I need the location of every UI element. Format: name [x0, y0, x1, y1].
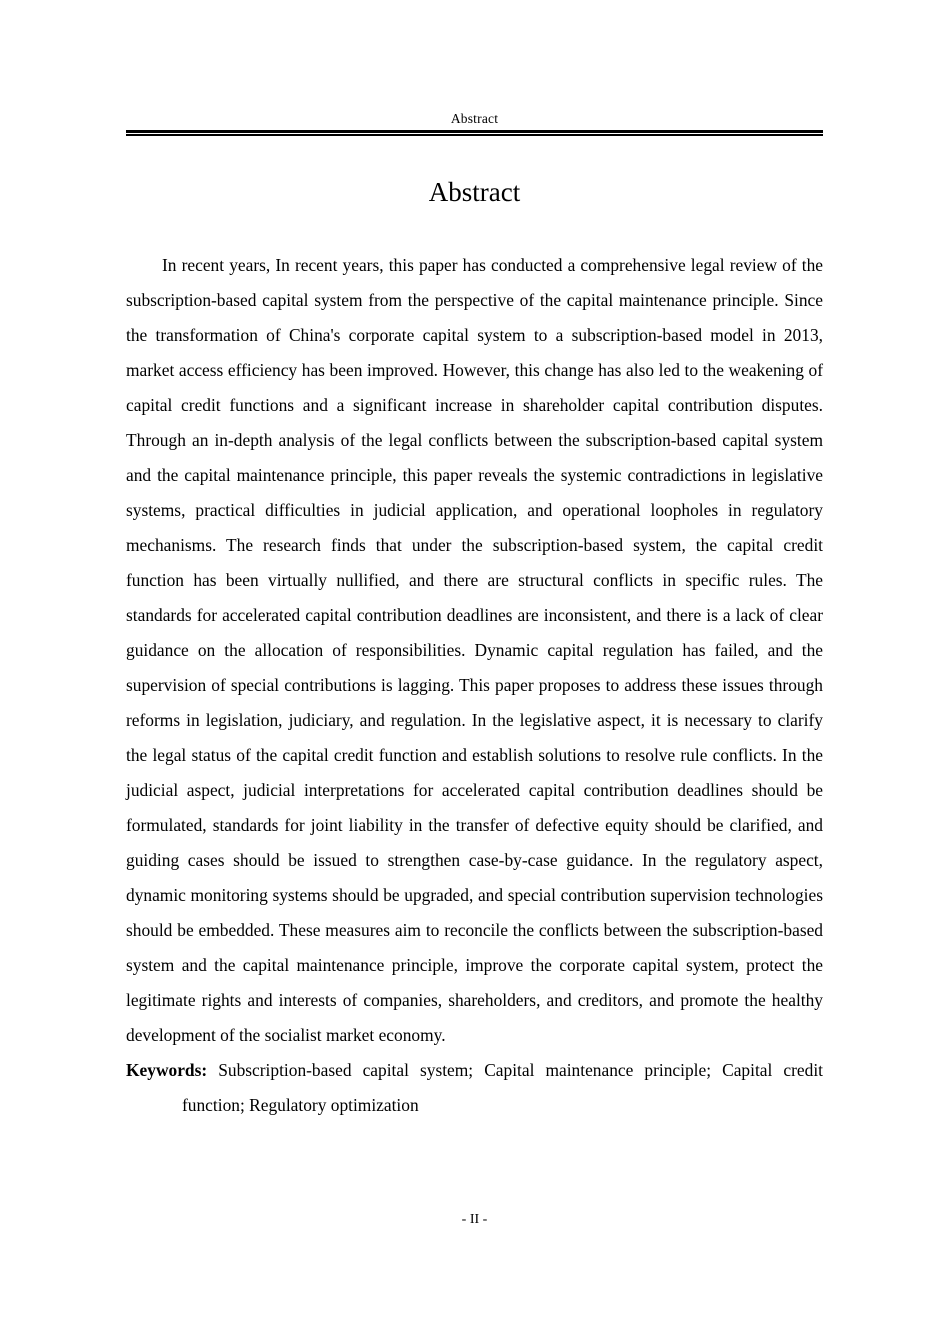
abstract-paragraph: In recent years, In recent years, this paper has conducted a comprehensive legal review of the subscription-based capital system from the perspective of the capital maintenance principle. Since the transformation of China's corporate capital system to a subscription-based model in 2013, market access efficiency has been improved. However, this change has also led to the weakening of capital credit functions and a significant increase in shareholder capital contribution disputes. Through an in-depth analysis of the legal conflicts between the subscription-based capital system and the capital maintenance principle, this paper reveals the systemic contradictions in legislative systems, practical difficulties in judicial application, and operational loopholes in regulatory mechanisms. The research finds that under the subscription-based system, the capital credit function has been virtually nullified, and there are structural conflicts in specific rules. The standards for accelerated capital contribution deadlines are inconsistent, and there is a lack of clear guidance on the allocation of responsibilities. Dynamic capital regulation has failed, and the supervision of special contributions is lagging. This paper proposes to address these issues through reforms in legislation, judiciary, and regulation. In the legislative aspect, it is necessary to clarify the legal status of the capital credit function and establish solutions to resolve rule conflicts. In the judicial aspect, judicial interpretations for accelerated capital contribution deadlines should be formulated, standards for joint liability in the transfer of defective equity should be clarified, and guiding cases should be issued to strengthen case-by-case guidance. In the regulatory aspect, dynamic monitoring systems should be upgraded, and special contribution supervision technologies should be embedded. These measures aim to reconcile the conflicts between the subscription-based system and the capital maintenance principle, improve the corporate capital system, protect the legitimate rights and interests of companies, shareholders, and creditors, and promote the healthy development of the socialist market economy. — [126, 255, 823, 1045]
running-header-text: Abstract — [450, 111, 499, 126]
keywords-value: Subscription-based capital system; Capital maintenance principle; Capital credit function; Regulatory optimization — [182, 1060, 823, 1115]
running-header — [126, 110, 823, 136]
header-rule-thin — [126, 134, 823, 136]
keywords-line — [126, 1053, 823, 1123]
abstract-body — [126, 248, 823, 1140]
page-title: Abstract — [428, 177, 521, 207]
keywords-label: Keywords: — [126, 1060, 219, 1080]
page-number-footer: - II - — [461, 1212, 488, 1227]
header-double-rule — [126, 130, 823, 136]
